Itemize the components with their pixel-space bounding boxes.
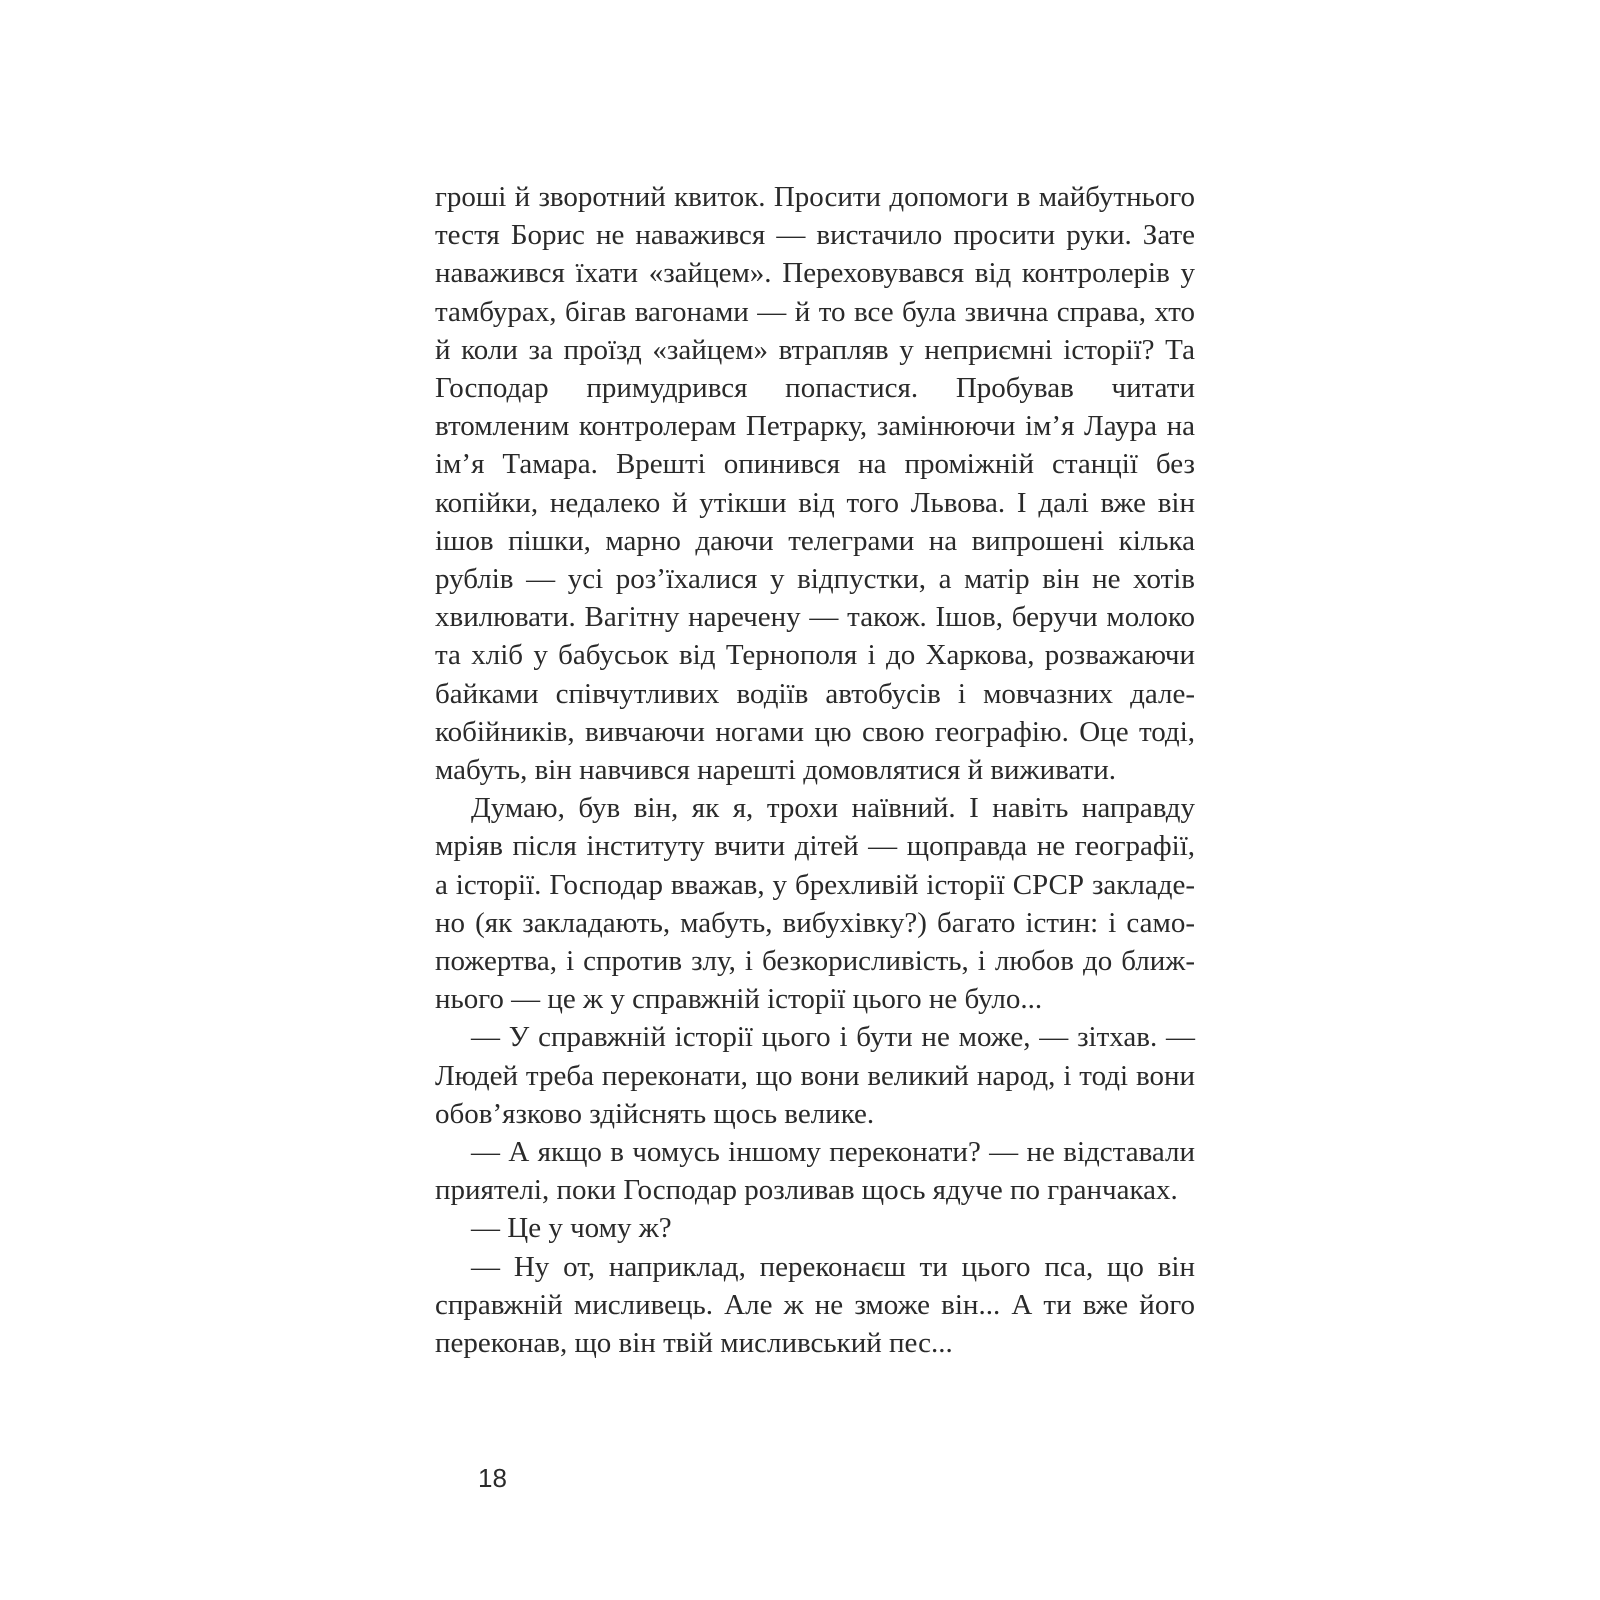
dialogue-line-2: — А якщо в чомусь іншому переконати? — не відставали приятелі, поки Господар розливав щось ядуче по гранчаках.: [435, 1136, 1195, 1207]
paragraph-2: Думаю, був він, як я, трохи наївний. І навіть направду мріяв після інституту вчити дітей — щоправда не географії, а історії. Господар вважав, у брехливій історії СРСР закладено (як закладають, мабуть, вибухівку?) багато істин: і самопожертва, і спротив злу, і безкорисливість, і любов до ближнього — це ж у справжній історії цього не було...: [435, 792, 1195, 1016]
dialogue-line-4: — Ну от, наприклад, переконаєш ти цього пса, що він справжній мисливець. Але ж не зможе він... А ти вже його переконав, що він твій мисливський пес...: [435, 1250, 1195, 1360]
page-number: 18: [478, 1463, 507, 1493]
page-body: [435, 178, 1195, 1362]
dialogue-line-3: — Це у чому ж?: [471, 1212, 672, 1245]
dialogue-line-1: — У справжній історії цього і бути не може, — зітхав. — Людей треба переконати, що вони великий народ, і тоді вони обов’язково здійснять щось велике.: [435, 1021, 1195, 1130]
paragraph-1: гроші й зворотний квиток. Просити допомоги в майбутнього тестя Борис не наважився — вистачило просити руки. Зате наважився їхати «зайцем». Переховувався від контролерів у тамбурах, бігав вагонами — й то все була звична справа, хто й коли за проїзд «зайцем» втрапляв у неприємні історії? Та Господар примудрився попастися. Пробував читати втомленим контролерам Петрарку, замінюючи ім’я Лаура на ім’я Тамара. Врешті опинився на проміжній станції без копійки, недалеко й утікши від того Львова. І далі вже він ішов пішки, марно даючи телеграми на випрошені кілька рублів — усі роз’їхалися у відпустки, а матір він не хотів хвилювати. Вагітну наречену — також. Ішов, беручи молоко та хліб у бабусьок від Тернополя і до Харкова, розважаючи байками співчутливих водіїв автобусів і мовчазних далекобійників, вивчаючи ногами цю свою географію. Оце тоді, мабуть, він навчився нарешті домовлятися й виживати.: [435, 181, 1195, 787]
